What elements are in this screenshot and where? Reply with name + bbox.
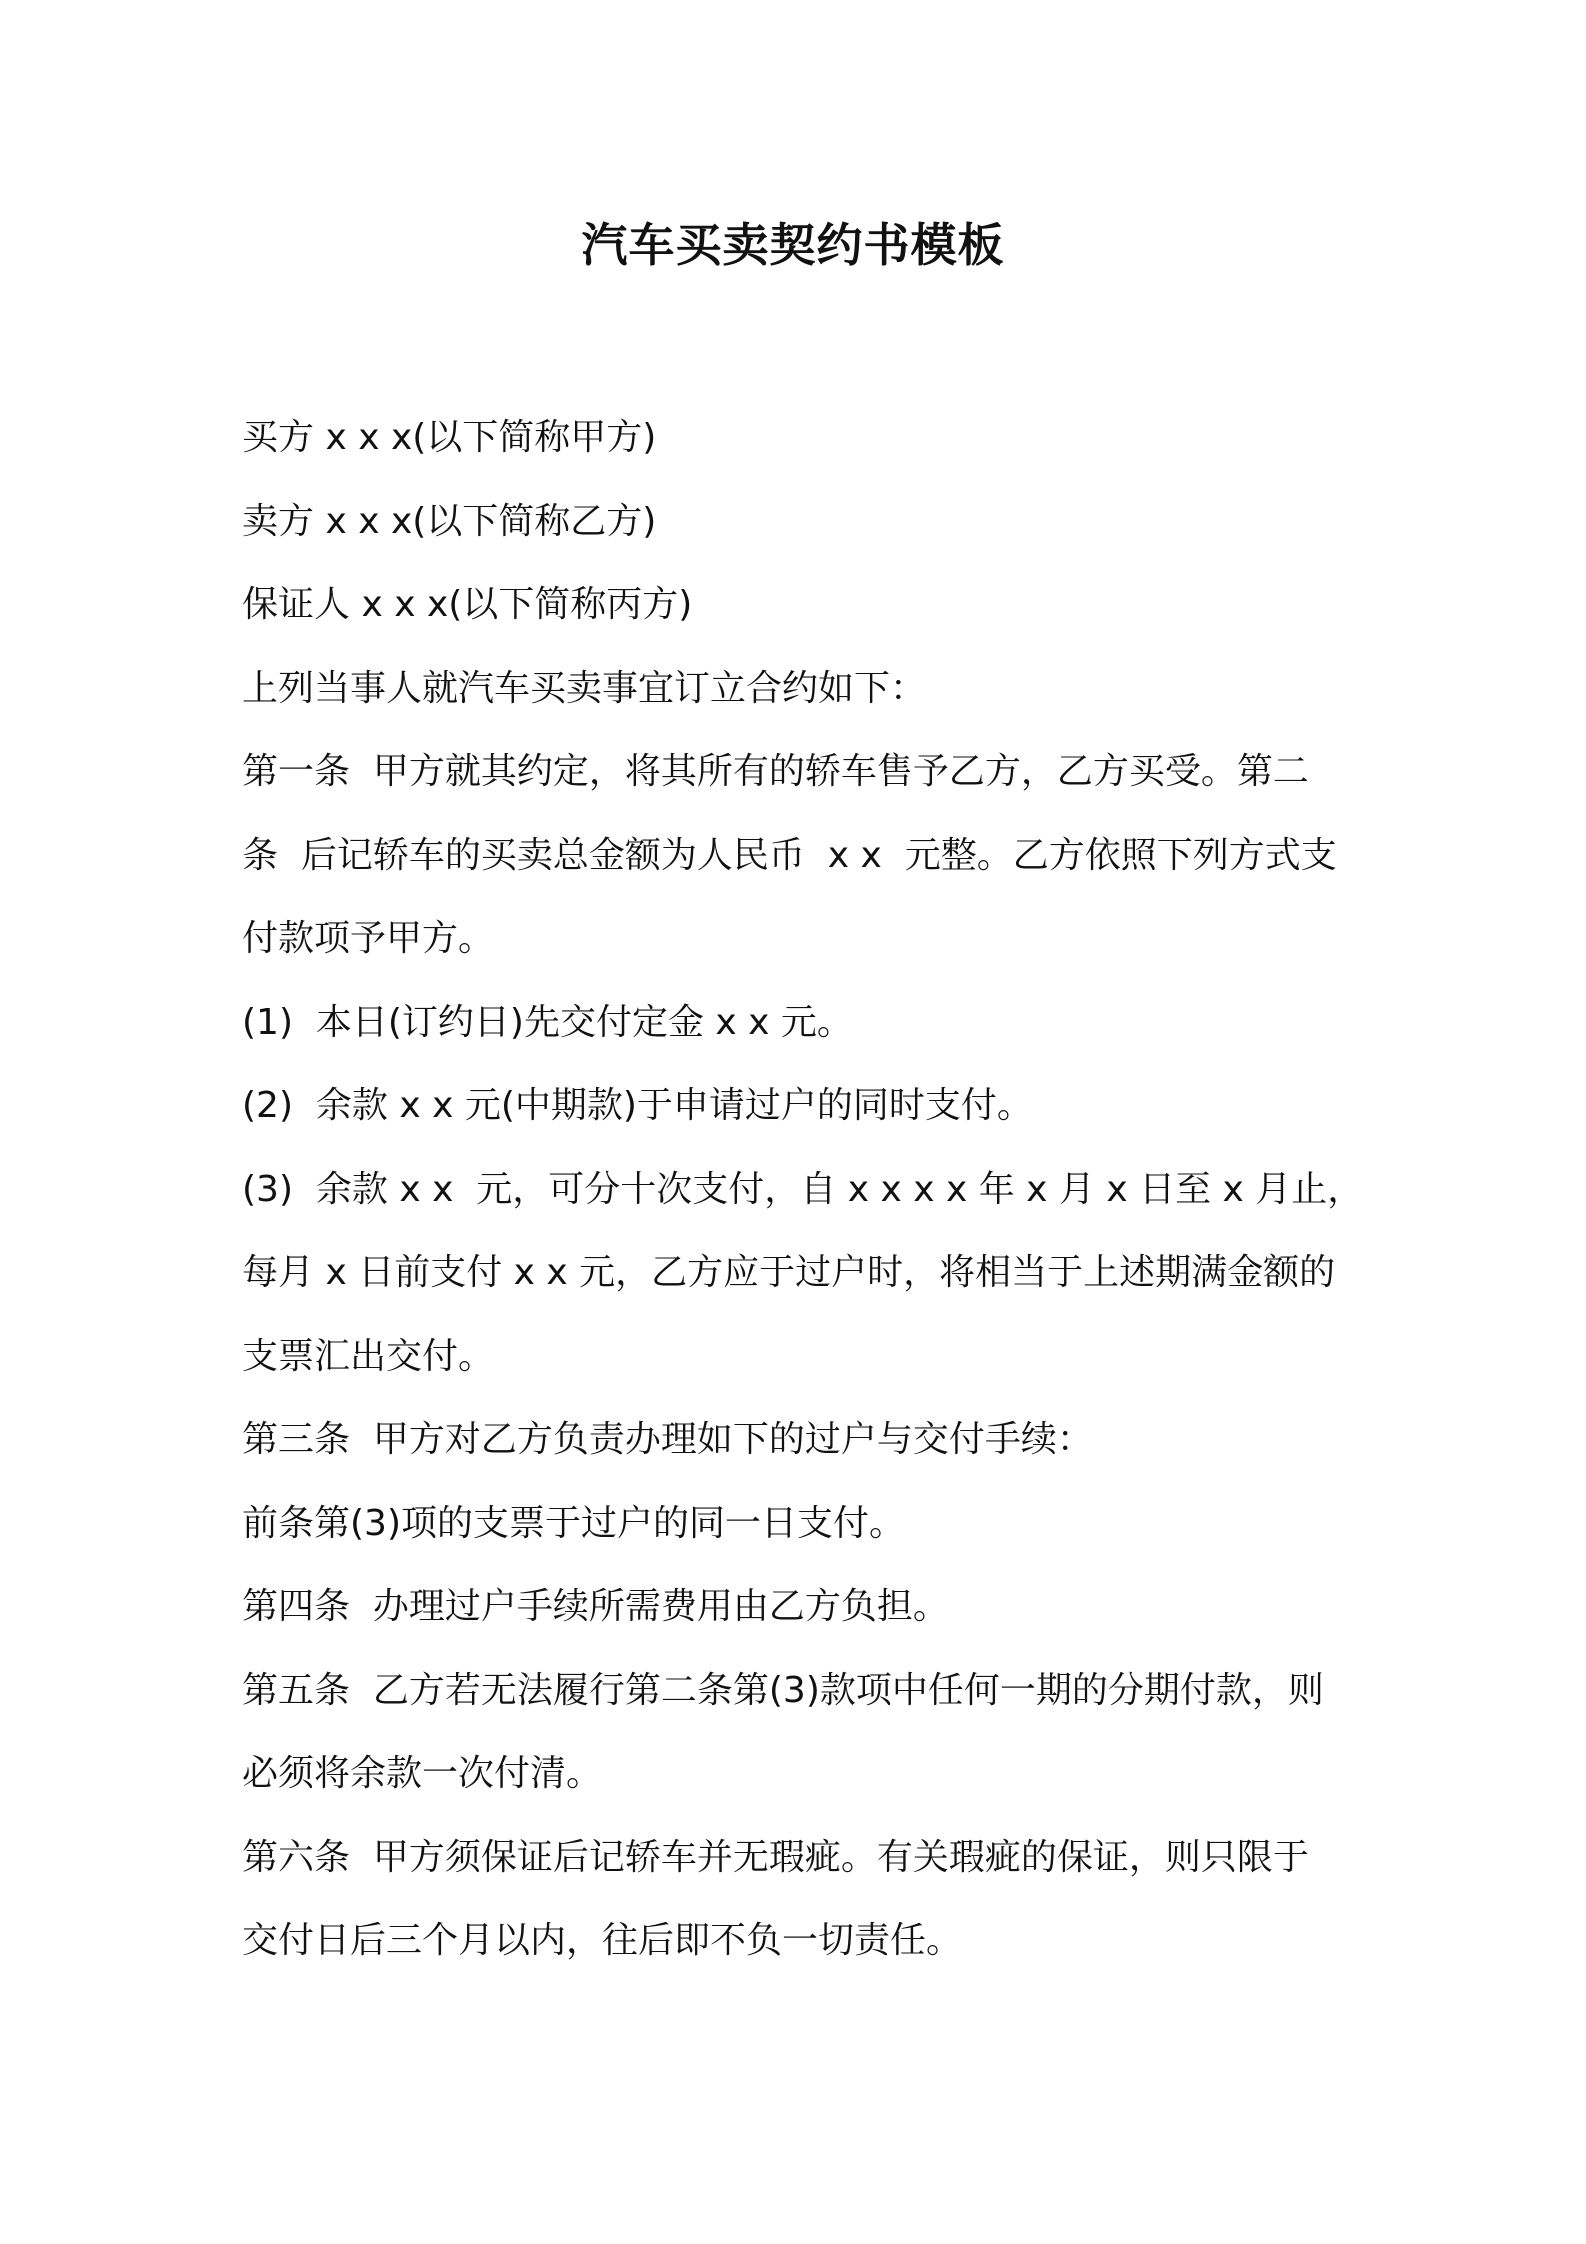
text-line: 第四条 办理过户手续所需费用由乙方负担。 — [242, 1586, 949, 1627]
text-line: 必须将余款一次付清。 — [242, 1753, 603, 1794]
text-line: 保证人 x x x(以下简称丙方) — [242, 584, 693, 625]
text-line: 买方 x x x(以下简称甲方) — [242, 417, 657, 458]
text-line: 上列当事人就汽车买卖事宜订立合约如下： — [242, 667, 927, 709]
text-line: 条 后记轿车的买卖总金额为人民币 x x 元整。乙方依照下列方式支 — [242, 834, 1337, 876]
document-title: 汽车买卖契约书模板 — [581, 218, 1005, 272]
document-body — [242, 396, 1364, 1983]
text-line: 第一条 甲方就其约定，将其所有的轿车售予乙方，乙方买受。第二 — [242, 751, 1309, 792]
text-line: 卖方 x x x(以下简称乙方) — [242, 500, 657, 542]
text-line: 每月 x 日前支付 x x 元，乙方应于过户时，将相当于上述期满金额的 — [242, 1252, 1336, 1293]
text-line: (2) 余款 x x 元(中期款)于申请过户的同时支付。 — [242, 1085, 1033, 1126]
text-line: 前条第(3)项的支票于过户的同一日支付。 — [242, 1502, 905, 1544]
text-line: 付款项予甲方。 — [242, 918, 495, 959]
text-line: 交付日后三个月以内，往后即不负一切责任。 — [242, 1920, 963, 1961]
text-line: 第五条 乙方若无法履行第二条第(3)款项中任何一期的分期付款，则 — [242, 1669, 1324, 1711]
text-line: (3) 余款 x x 元，可分十次支付，自 x x x x 年 x 月 x 日至 x 月止， — [242, 1168, 1364, 1210]
text-line: 第六条 甲方须保证后记轿车并无瑕疵。有关瑕疵的保证，则只限于 — [242, 1836, 1309, 1878]
text-line: (1) 本日(订约日)先交付定金 x x 元。 — [242, 1001, 853, 1043]
text-line: 第三条 甲方对乙方负责办理如下的过户与交付手续： — [242, 1419, 1093, 1460]
text-line: 支票汇出交付。 — [242, 1335, 495, 1377]
